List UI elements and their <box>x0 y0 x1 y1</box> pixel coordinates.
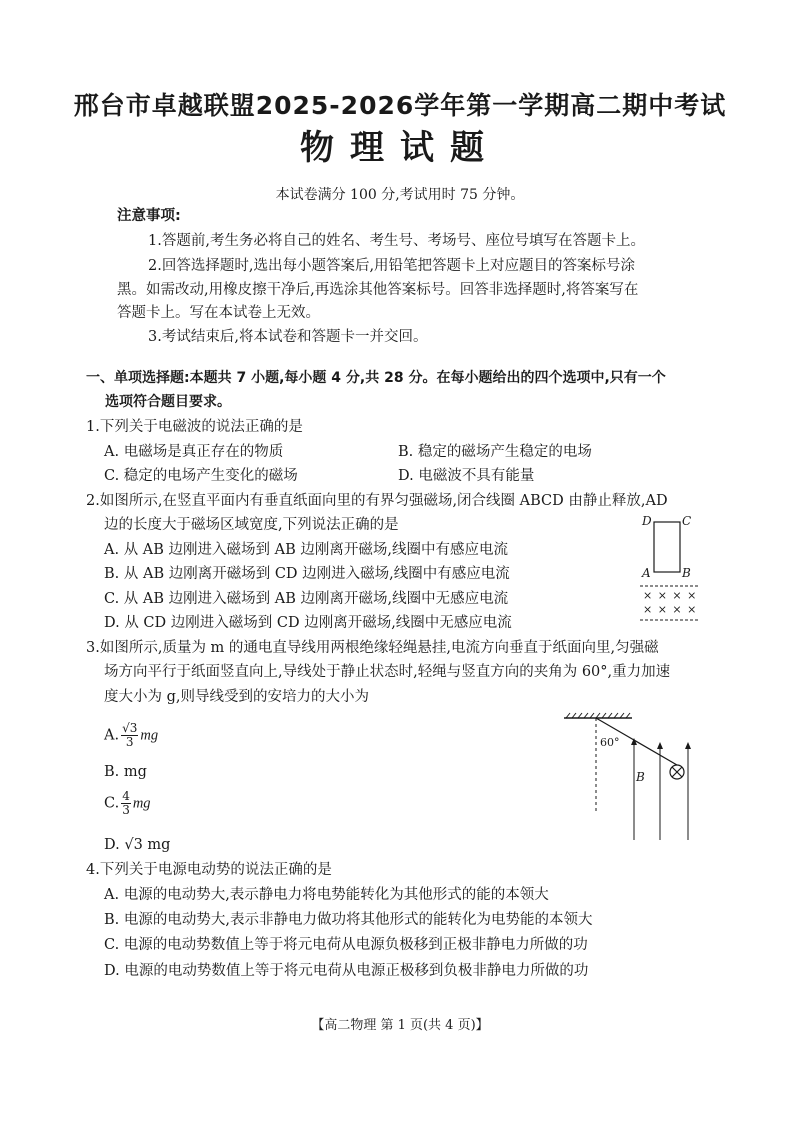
q3-option-a-denominator: 3 <box>125 735 134 749</box>
q3-option-c-suffix: mg <box>132 795 151 812</box>
q3-option-a <box>104 722 158 749</box>
q3-option-b: B. mg <box>104 764 147 780</box>
q1-option-b: B. 稳定的磁场产生稳定的电场 <box>398 444 592 460</box>
q3-stem-line-1: 3.如图所示,质量为 m 的通电直导线用两根绝缘轻绳悬挂,电流方向垂直于纸面向里,匀强磁 <box>86 640 659 656</box>
notice-item-2-line-2: 黑。如需改动,用橡皮擦干净后,再选涂其他答案标号。回答非选择题时,将答案写在 <box>117 282 639 298</box>
coil-abcd <box>654 522 680 572</box>
q2-stem-line-1: 2.如图所示,在竖直平面内有垂直纸面向里的有界匀强磁场,闭合线圈 ABCD 由静止释放,AD <box>86 493 668 509</box>
q4-option-a: A. 电源的电动势大,表示静电力将电势能转化为其他形式的能的本领大 <box>104 887 549 903</box>
q3-option-a-numerator: √3 <box>122 721 138 735</box>
q3-stem-line-3: 度大小为 g,则导线受到的安培力的大小为 <box>104 689 369 705</box>
exam-title: 邢台市卓越联盟2025-2026学年第一学期高二期中考试 <box>73 91 727 120</box>
notice-item-2-line-3: 答题卡上。写在本试卷上无效。 <box>117 305 320 321</box>
q3-figure <box>560 712 700 852</box>
q2-option-b: B. 从 AB 边刚离开磁场到 CD 边刚进入磁场,线圈中有感应电流 <box>104 566 510 582</box>
q3-stem-line-2: 场方向平行于纸面竖直向上,导线处于静止状态时,轻绳与竖直方向的夹角为 60°,重力加速 <box>104 664 671 680</box>
q2-option-d: D. 从 CD 边刚进入磁场到 CD 边刚离开磁场,线圈中无感应电流 <box>104 615 512 631</box>
q2-option-a: A. 从 AB 边刚进入磁场到 AB 边刚离开磁场,线圈中有感应电流 <box>104 542 508 558</box>
q1-option-a: A. 电磁场是真正存在的物质 <box>104 444 284 460</box>
q3-option-a-suffix: mg <box>140 727 159 744</box>
notice-item-3: 3.考试结束后,将本试卷和答题卡一并交回。 <box>148 329 428 345</box>
q4-option-c: C. 电源的电动势数值上等于将元电荷从电源负极移到正极非静电力所做的功 <box>104 937 588 953</box>
q3-option-c-numerator: 4 <box>122 789 130 803</box>
section-1-heading: 一、单项选择题:本题共 7 小题,每小题 4 分,共 28 分。在每小题给出的四个选项中,只有一个 <box>86 370 666 386</box>
page-footer: 【高二物理 第 1 页(共 4 页)】 <box>311 1018 489 1033</box>
notice-heading: 注意事项: <box>117 208 181 224</box>
q3-option-a-label: A. <box>104 727 120 744</box>
field-b-label: B <box>636 770 645 784</box>
q4-option-d: D. 电源的电动势数值上等于将元电荷从电源正极移到负极非静电力所做的功 <box>104 963 589 979</box>
q4-option-b: B. 电源的电动势大,表示非静电力做功将其他形式的能转化为电势能的本领大 <box>104 912 593 928</box>
q2-option-c: C. 从 AB 边刚进入磁场到 AB 边刚离开磁场,线圈中无感应电流 <box>104 591 509 607</box>
q3-option-d: D. √3 mg <box>104 837 171 853</box>
q3-option-c-denominator: 3 <box>122 803 130 817</box>
notice-item-1: 1.答题前,考生务必将自己的姓名、考生号、考场号、座位号填写在答题卡上。 <box>148 233 645 249</box>
q3-wire-diagram <box>560 712 700 852</box>
q3-option-c-label: C. <box>104 795 120 812</box>
exam-note: 本试卷满分 100 分,考试用时 75 分钟。 <box>275 187 525 203</box>
label-a: A <box>642 566 651 580</box>
q4-stem: 4.下列关于电源电动势的说法正确的是 <box>86 862 332 878</box>
q1-option-c: C. 稳定的电场产生变化的磁场 <box>104 468 298 484</box>
field-cross-row-2: × × × × <box>643 603 698 616</box>
q3-option-c <box>104 790 151 817</box>
section-1-heading-cont: 选项符合题目要求。 <box>105 394 231 410</box>
q2-figure <box>640 512 700 622</box>
subject-title: 物理试题 <box>300 128 500 168</box>
q3-option-c-fraction <box>121 790 131 817</box>
q1-option-d: D. 电磁波不具有能量 <box>398 468 535 484</box>
notice-item-2-line-1: 2.回答选择题时,选出每小题答案后,用铅笔把答题卡上对应题目的答案标号涂 <box>148 258 636 274</box>
q1-stem: 1.下列关于电磁波的说法正确的是 <box>86 419 303 435</box>
label-d: D <box>642 514 652 528</box>
label-c: C <box>682 514 692 528</box>
q2-stem-line-2: 边的长度大于磁场区域宽度,下列说法正确的是 <box>104 517 399 533</box>
q3-option-a-fraction <box>121 722 138 749</box>
angle-label: 60° <box>600 736 620 749</box>
field-cross-row-1: × × × × <box>643 589 698 602</box>
label-b: B <box>682 566 691 580</box>
field-arrow-2 <box>657 742 663 749</box>
field-arrow-3 <box>685 742 691 749</box>
